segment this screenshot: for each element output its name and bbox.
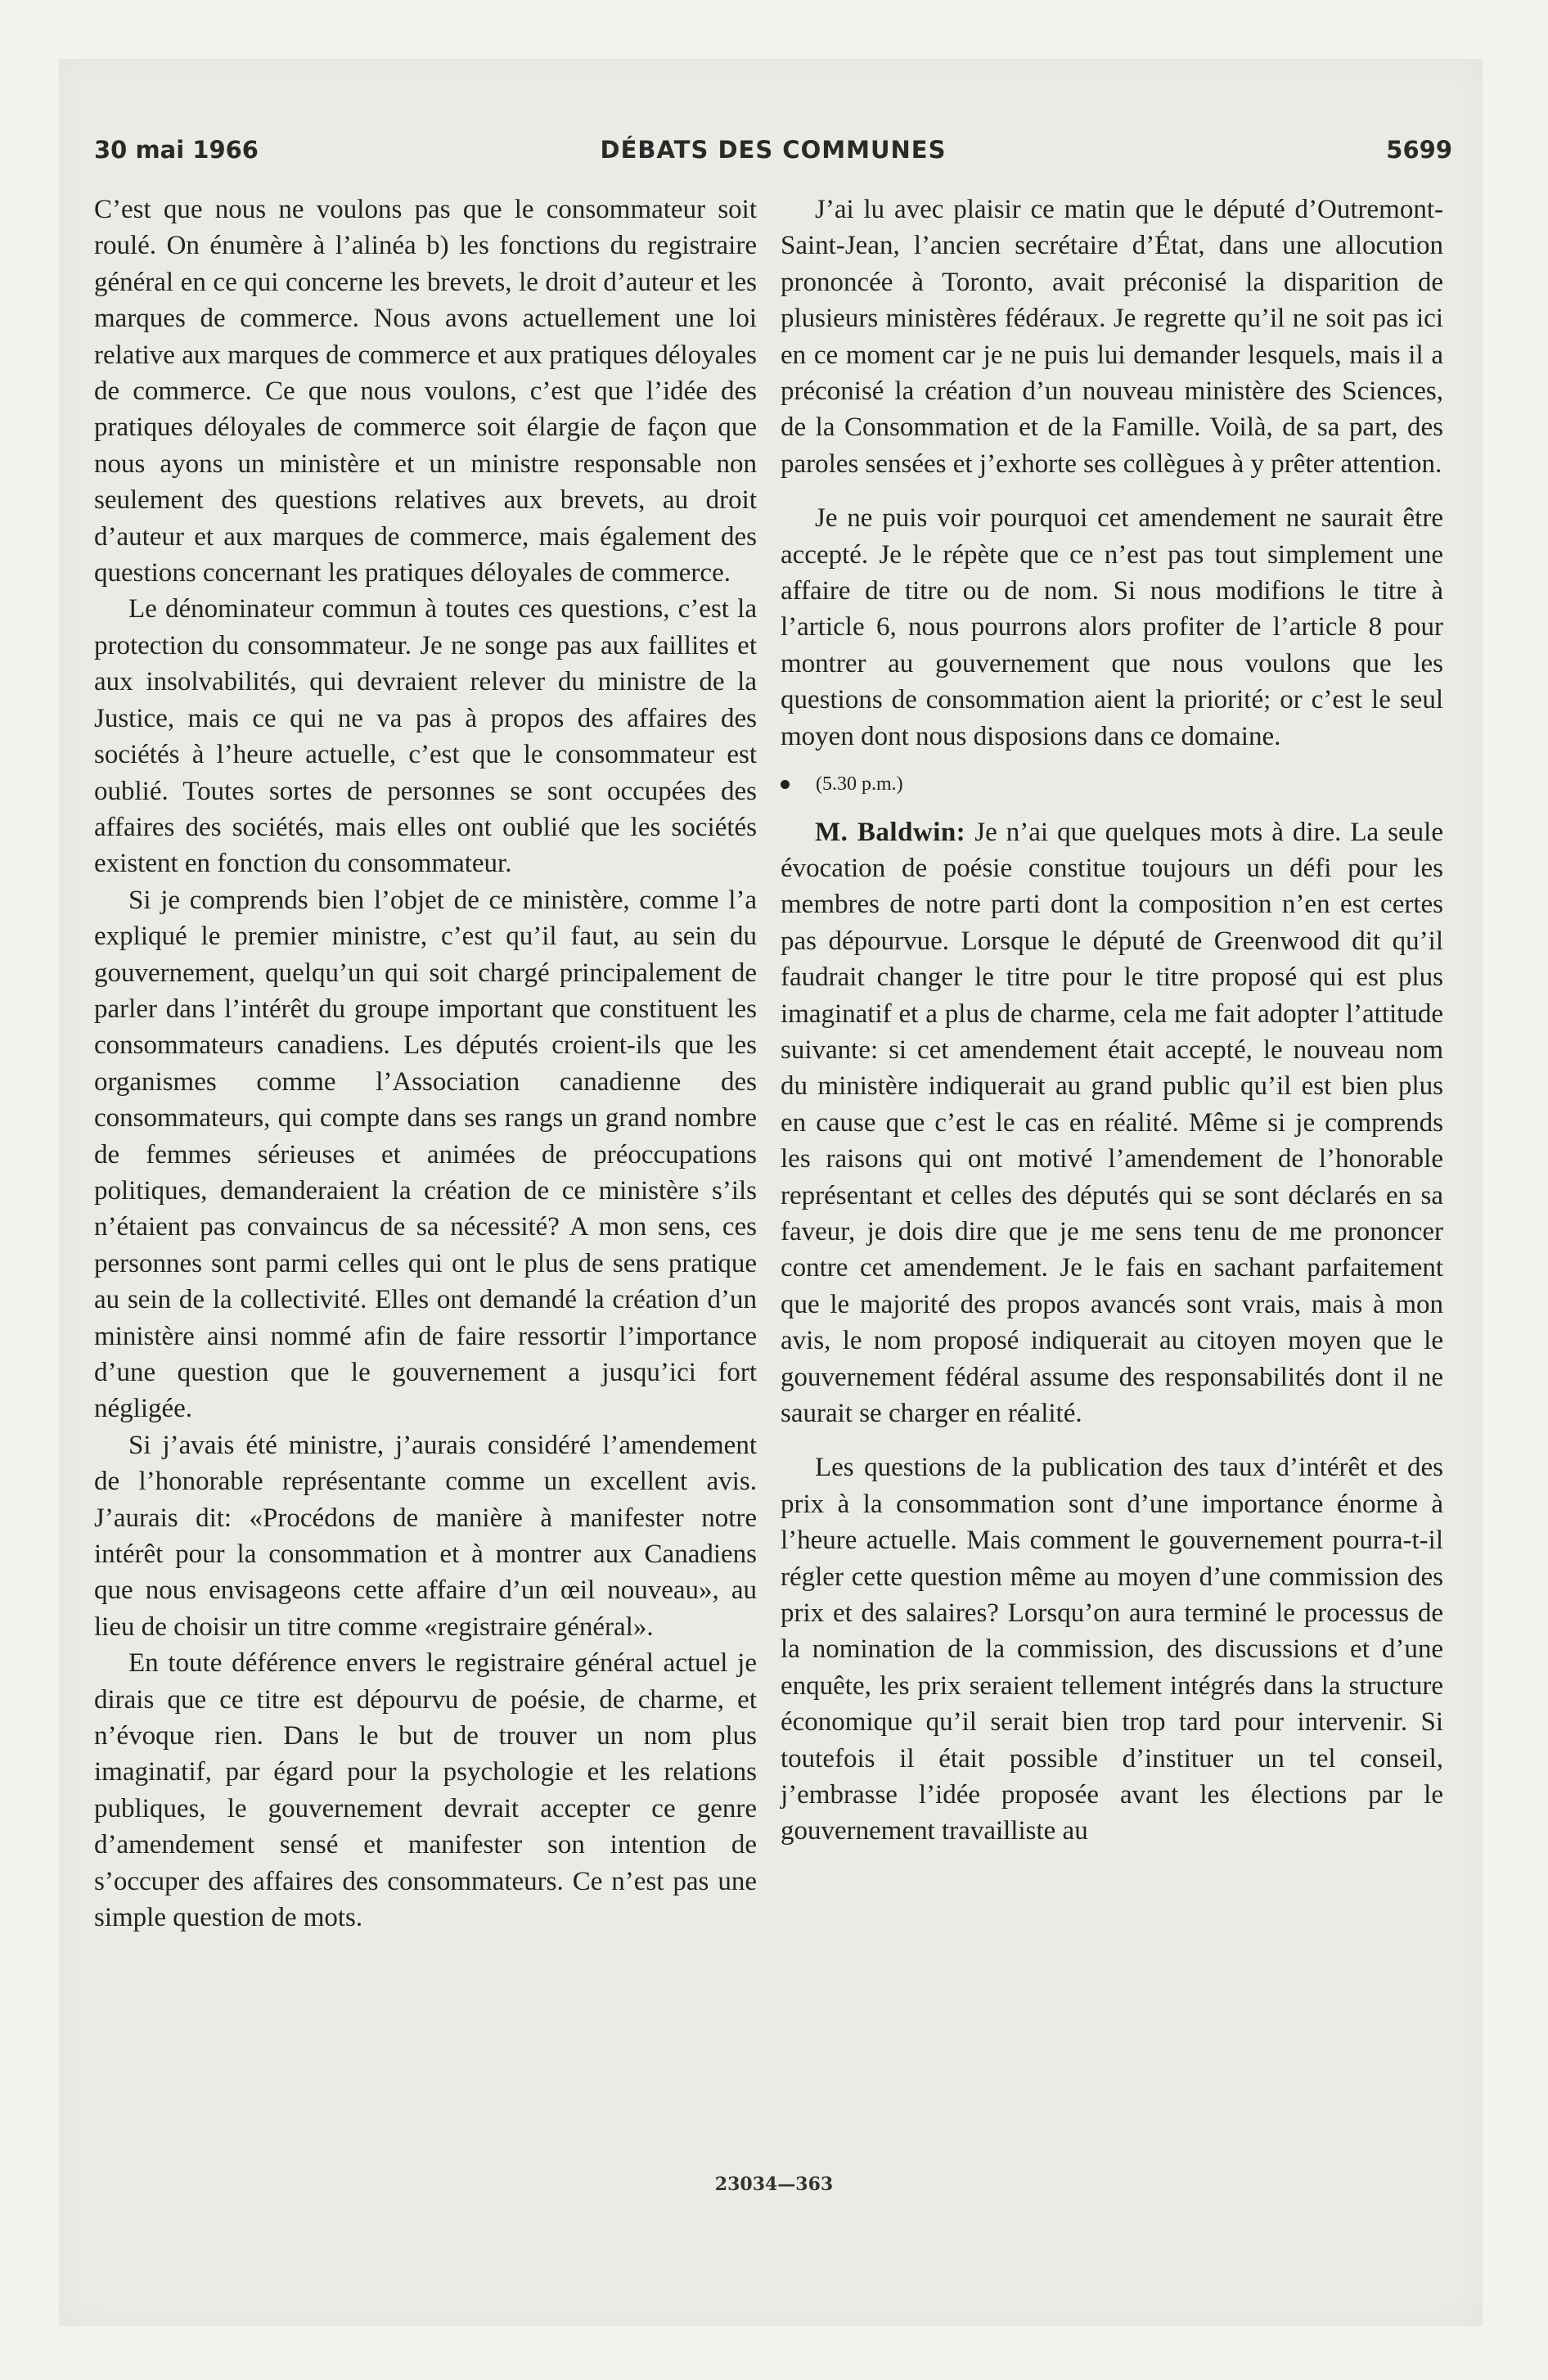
paragraph: Si je comprends bien l’objet de ce ministère, comme l’a expliqué le premier ministre, c’est qu’il faut, au sein du gouvernement, quelqu’un qui soit chargé principalement de parler dans l’intérêt du groupe important que constituent les consommateurs canadiens. Les députés croient-ils que les organismes comme l’Association canadienne des consommateurs, qui compte dans ses rangs un grand nombre de femmes sérieuses et animées de préoccupations politiques, demanderaient la création de ce ministère s’ils n’étaient pas convaincus de sa nécessité? A mon sens, ces personnes sont parmi celles qui ont le plus de sens pratique au sein de la collectivité. Elles ont demandé la création d’un ministère ainsi nommé afin de faire ressortir l’importance d’une question que le gouvernement a jusqu’ici fort négligée. [94,885,757,1424]
page-header [94,136,1452,174]
bullet-icon [781,780,790,789]
paragraph: Je ne puis voir pourquoi cet amendement ne saurait être accepté. Je le répète que ce n’est pas tout simplement une affaire de titre ou de nom. Si nous modifions le titre à l’article 6, nous pourrons alors profiter de l’article 8 pour montrer au gouvernement que nous voulons que les questions de consommation aient la priorité; or c’est le seul moyen dont nous disposions dans ce domaine. [781,503,1443,751]
page-number: 5699 [1386,136,1452,164]
time-marker-text: (5.30 p.m.) [816,773,903,796]
right-column [781,192,1443,1850]
paragraph: Si j’avais été ministre, j’aurais considéré l’amendement de l’honorable représentante comme un excellent avis. J’aurais dit: «Procédons de manière à manifester notre intérêt pour la consommation et à montrer aux Canadiens que nous envisageons cette affaire d’un œil nouveau», au lieu de choisir un titre comme «registraire général». [94,1430,757,1642]
paragraph: J’ai lu avec plaisir ce matin que le député d’Outremont-Saint-Jean, l’ancien secrétaire d’État, dans une allocution prononcée à Toronto, avait préconisé la disparition de plusieurs ministères fédéraux. Je regrette qu’il ne soit pas ici en ce moment car je ne puis lui demander lesquels, mais il a préconisé la création d’un nouveau ministère des Sciences, de la Consommation et de la Famille. Voilà, de sa part, des paroles sensées et j’exhorte ses collègues à y prêter attention. [781,195,1443,479]
speech-paragraph [781,814,1443,1432]
paragraph: Les questions de la publication des taux d’intérêt et des prix à la consommation sont d’une importance énorme à l’heure actuelle. Mais comment le gouvernement pourra-t-il régler cette question même au moyen d’une commission des prix et des salaires? Lorsqu’on aura terminé le processus de la nomination de la commission, des discussions et d’une enquête, les prix seraient tellement intégrés dans la structure économique qu’il serait bien trop tard pour intervenir. Si toutefois il était possible d’instituer un tel conseil, j’embrasse l’idée proposée avant les élections par le gouvernement travailliste au [781,1453,1443,1846]
paragraph: En toute déférence envers le registraire général actuel je dirais que ce titre est dépourvu de poésie, de charme, et n’évoque rien. Dans le but de trouver un nom plus imaginatif, par égard pour la psychologie et les relations publiques, le gouvernement devrait accepter ce genre d’amendement sensé et manifester son intention de s’occuper des affaires des consommateurs. Ce n’est pas une simple question de mots. [94,1648,757,1933]
left-column [94,192,757,1936]
speaker-name: M. Baldwin: [815,817,966,847]
header-date: 30 mai 1966 [94,136,259,164]
time-marker [781,766,1443,802]
header-title: DÉBATS DES COMMUNES [600,136,947,164]
print-code: 23034—363 [714,2174,834,2195]
paragraph: Le dénominateur commun à toutes ces questions, c’est la protection du consommateur. Je ne songe pas aux faillites et aux insolvabilités, qui devraient relever du ministre de la Justice, mais ce qui ne va pas à propos des affaires des sociétés à l’heure actuelle, c’est que le consommateur est oublié. Toutes sortes de personnes se sont occupées des affaires des sociétés, mais elles ont oublié que les sociétés existent en fonction du consommateur. [94,594,757,879]
speech-text: Je n’ai que quelques mots à dire. La seule évocation de poésie constitue toujours un défi pour les membres de notre parti dont la composition n’en est certes pas dépourvue. Lorsque le député de Greenwood dit qu’il faudrait changer le titre pour le titre proposé qui est plus imaginatif et a plus de charme, cela me fait adopter l’attitude suivante: si cet amendement était accepté, le nouveau nom du ministère indiquerait au grand public qu’il est bien plus en cause que c’est le cas en réalité. Même si je comprends les raisons qui ont motivé l’amendement de l’honorable représentant et celles des députés qui se sont déclarés en sa faveur, je dois dire que je me sens tenu de me prononcer contre cet amendement. Je le fais en sachant parfaitement que le majorité des propos avancés sont vrais, mais à mon avis, le nom proposé indiquerait au citoyen moyen que le gouvernement fédéral assume des responsabilités dont il ne saurait se charger en réalité. [781,817,1443,1428]
paragraph: C’est que nous ne voulons pas que le consommateur soit roulé. On énumère à l’alinéa b) les fonctions du registraire général en ce qui concerne les brevets, le droit d’auteur et les marques de commerce. Nous avons actuellement une loi relative aux marques de commerce et aux pratiques déloyales de commerce. Ce que nous voulons, c’est que l’idée des pratiques déloyales de commerce soit élargie de façon que nous ayons un ministère et un ministre responsable non seulement des questions relatives aux brevets, au droit d’auteur et aux marques de commerce, mais également des questions concernant les pratiques déloyales de commerce. [94,195,757,588]
